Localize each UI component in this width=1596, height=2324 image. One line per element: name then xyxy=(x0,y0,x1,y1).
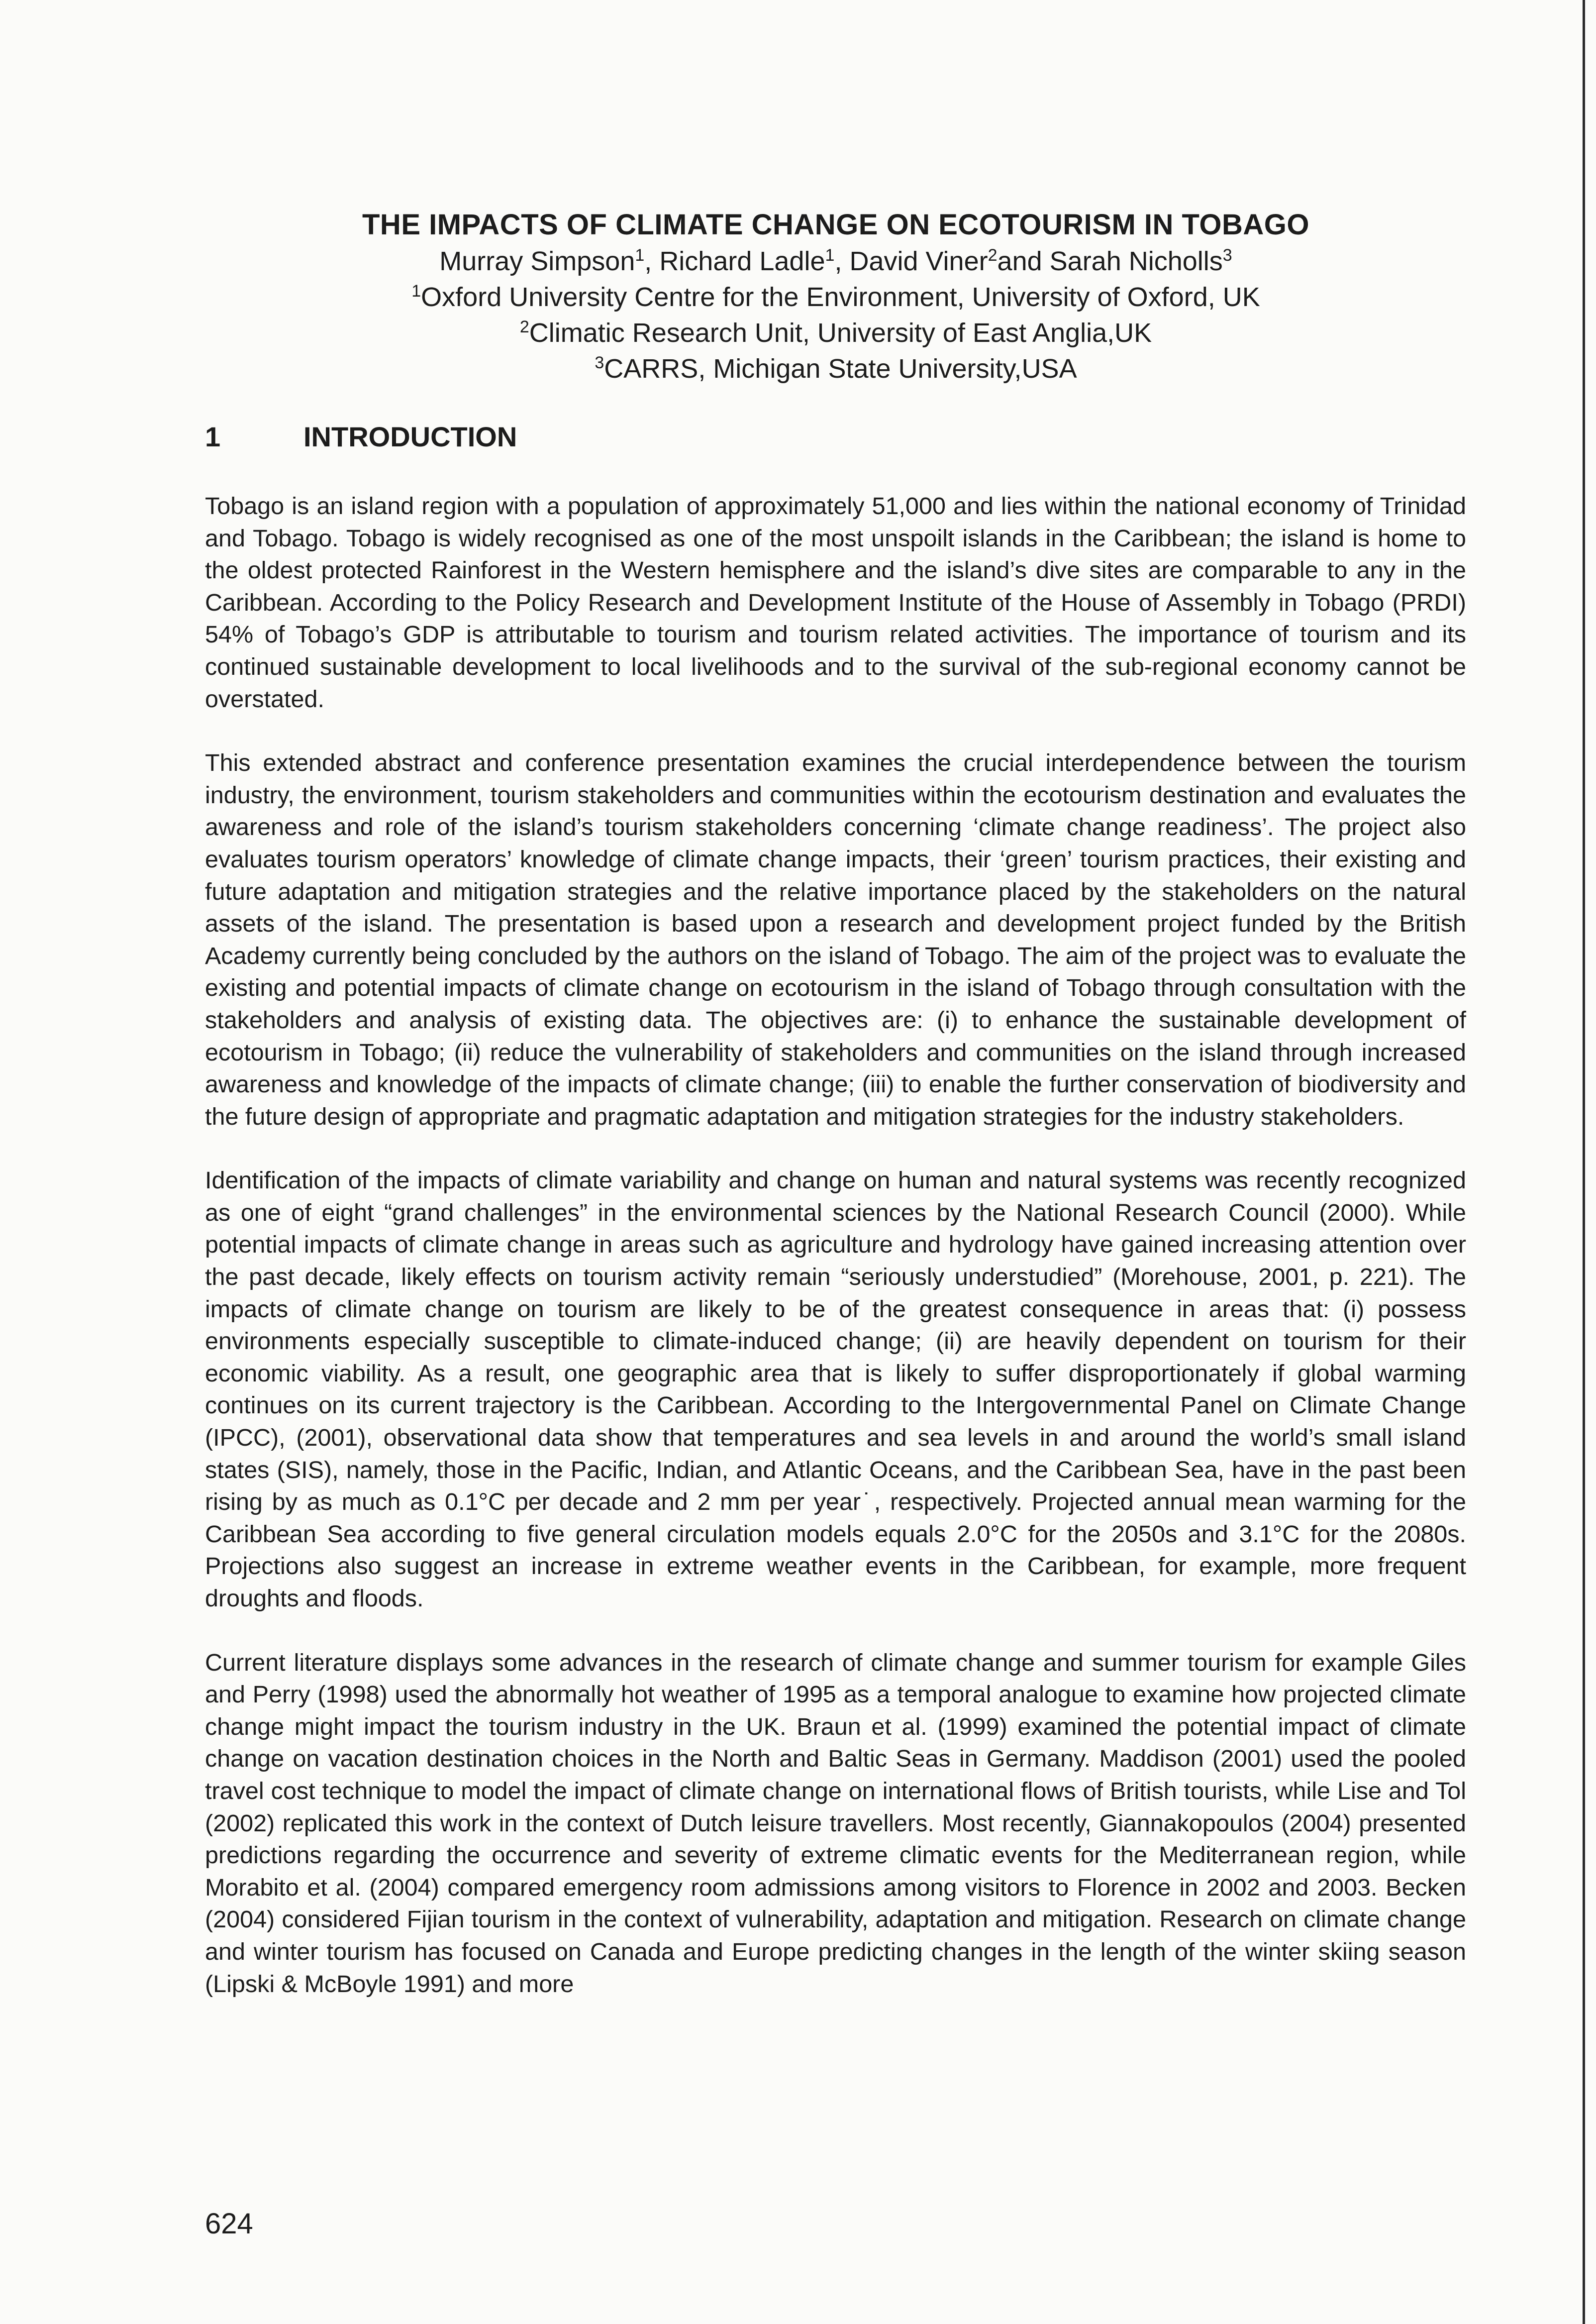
author-name: Sarah Nicholls xyxy=(1049,246,1223,276)
affiliation-line xyxy=(149,315,1522,351)
author-separator: , xyxy=(834,246,850,276)
paper-header xyxy=(149,207,1522,387)
author-affiliation-mark: 1 xyxy=(825,246,835,265)
affiliation-text: Oxford University Centre for the Environment, University of Oxford, UK xyxy=(421,282,1260,312)
author-affiliation-mark: 2 xyxy=(988,246,998,265)
page-edge-line xyxy=(1583,0,1585,2324)
author-name: Murray Simpson xyxy=(439,246,635,276)
author-name: Richard Ladle xyxy=(659,246,825,276)
author-separator: , xyxy=(644,246,660,276)
author-list xyxy=(149,243,1522,279)
paper-title: THE IMPACTS OF CLIMATE CHANGE ON ECOTOURISM IN TOBAGO xyxy=(362,209,1309,241)
body-paragraph: Current literature displays some advances in the research of climate change and summer tourism for example Giles and Perry (1998) used the abnormally hot weather of 1995 as a temporal analogue to examine how projected climate change might impact the tourism industry in the UK. Braun et al. (1999) examined the potential impact of climate change on vacation destination choices in the North and Baltic Seas in Germany. Maddison (2001) used the pooled travel cost technique to model the impact of climate change on international flows of British tourists, while Lise and Tol (2002) replicated this work in the context of Dutch leisure travellers. Most recently, Giannakopoulos (2004) presented predictions regarding the occurrence and severity of extreme climatic events for the Mediterranean region, while Morabito et al. (2004) compared emergency room admissions among visitors to Florence in 2002 and 2003. Becken (2004) considered Fijian tourism in the context of vulnerability, adaptation and mitigation. Research on climate change and winter tourism has focused on Canada and Europe predicting changes in the length of the winter skiing season (Lipski & McBoyle 1991) and more xyxy=(205,1649,1466,1998)
author-affiliation-mark: 3 xyxy=(1222,246,1232,265)
section-number: 1 xyxy=(205,421,221,452)
affiliation-text: Climatic Research Unit, University of East Anglia,UK xyxy=(529,318,1152,348)
affiliation-mark: 3 xyxy=(595,353,604,372)
affiliation-mark: 1 xyxy=(411,282,421,301)
affiliation-line xyxy=(149,279,1522,315)
page-number: 624 xyxy=(205,2208,253,2240)
body-text xyxy=(205,490,1466,2032)
affiliation-mark: 2 xyxy=(519,317,529,336)
section-heading xyxy=(205,421,517,453)
author-separator: and xyxy=(997,246,1050,276)
body-paragraph: This extended abstract and conference presentation examines the crucial interdependence between the tourism industry, the environment, tourism stakeholders and communities within the ecotourism destination and evaluates the awareness and role of the island’s tourism stakeholders concerning ‘climate change readiness’. The project also evaluates tourism operators’ knowledge of climate change impacts, their ‘green’ tourism practices, their existing and future adaptation and mitigation strategies and the relative importance placed by the stakeholders on the natural assets of the island. The presentation is based upon a research and development project funded by the British Academy currently being concluded by the authors on the island of Tobago. The aim of the project was to evaluate the existing and potential impacts of climate change on ecotourism in the island of Tobago through consultation with the stakeholders and analysis of existing data. The objectives are: (i) to enhance the sustainable development of ecotourism in Tobago; (ii) reduce the vulnerability of stakeholders and communities on the island through increased awareness and knowledge of the impacts of climate change; (iii) to enable the further conservation of biodiversity and the future design of appropriate and pragmatic adaptation and mitigation strategies for the industry stakeholders. xyxy=(205,749,1466,1130)
section-title: INTRODUCTION xyxy=(303,421,517,452)
author-name: David Viner xyxy=(849,246,988,276)
body-paragraph: Tobago is an island region with a population of approximately 51,000 and lies within the national economy of Trinidad and Tobago. Tobago is widely recognised as one of the most unspoilt islands in the Caribbean; the island is home to the oldest protected Rainforest in the Western hemisphere and the island’s dive sites are comparable to any in the Caribbean. According to the Policy Research and Development Institute of the House of Assembly in Tobago (PRDI) 54% of Tobago’s GDP is attributable to tourism and tourism related activities. The importance of tourism and its continued sustainable development to local livelihoods and to the survival of the sub-regional economy cannot be overstated. xyxy=(205,493,1466,713)
author-affiliation-mark: 1 xyxy=(635,246,645,265)
affiliation-text: CARRS, Michigan State University,USA xyxy=(604,354,1077,384)
affiliation-line xyxy=(149,351,1522,387)
body-paragraph: Identification of the impacts of climate variability and change on human and natural systems was recently recognized as one of eight “grand challenges” in the environmental sciences by the National Research Council (2000). While potential impacts of climate change in areas such as agriculture and hydrology have gained increasing attention over the past decade, likely effects on tourism activity remain “seriously understudied” (Morehouse, 2001, p. 221). The impacts of climate change on tourism are likely to be of the greatest consequence in areas that: (i) possess environments especially susceptible to climate-induced change; (ii) are heavily dependent on tourism for their economic viability. As a result, one geographic area that is likely to suffer disproportionately if global warming continues on its current trajectory is the Caribbean. According to the Intergovernmental Panel on Climate Change (IPCC), (2001), observational data show that temperatures and sea levels in and around the world’s small island states (SIS), namely, those in the Pacific, Indian, and Atlantic Oceans, and the Caribbean Sea, have in the past been rising by as much as 0.1°C per decade and 2 mm per year˙, respectively. Projected annual mean warming for the Caribbean Sea according to five general circulation models equals 2.0°C for the 2050s and 3.1°C for the 2080s. Projections also suggest an increase in extreme weather events in the Caribbean, for example, more frequent droughts and floods. xyxy=(205,1167,1466,1612)
